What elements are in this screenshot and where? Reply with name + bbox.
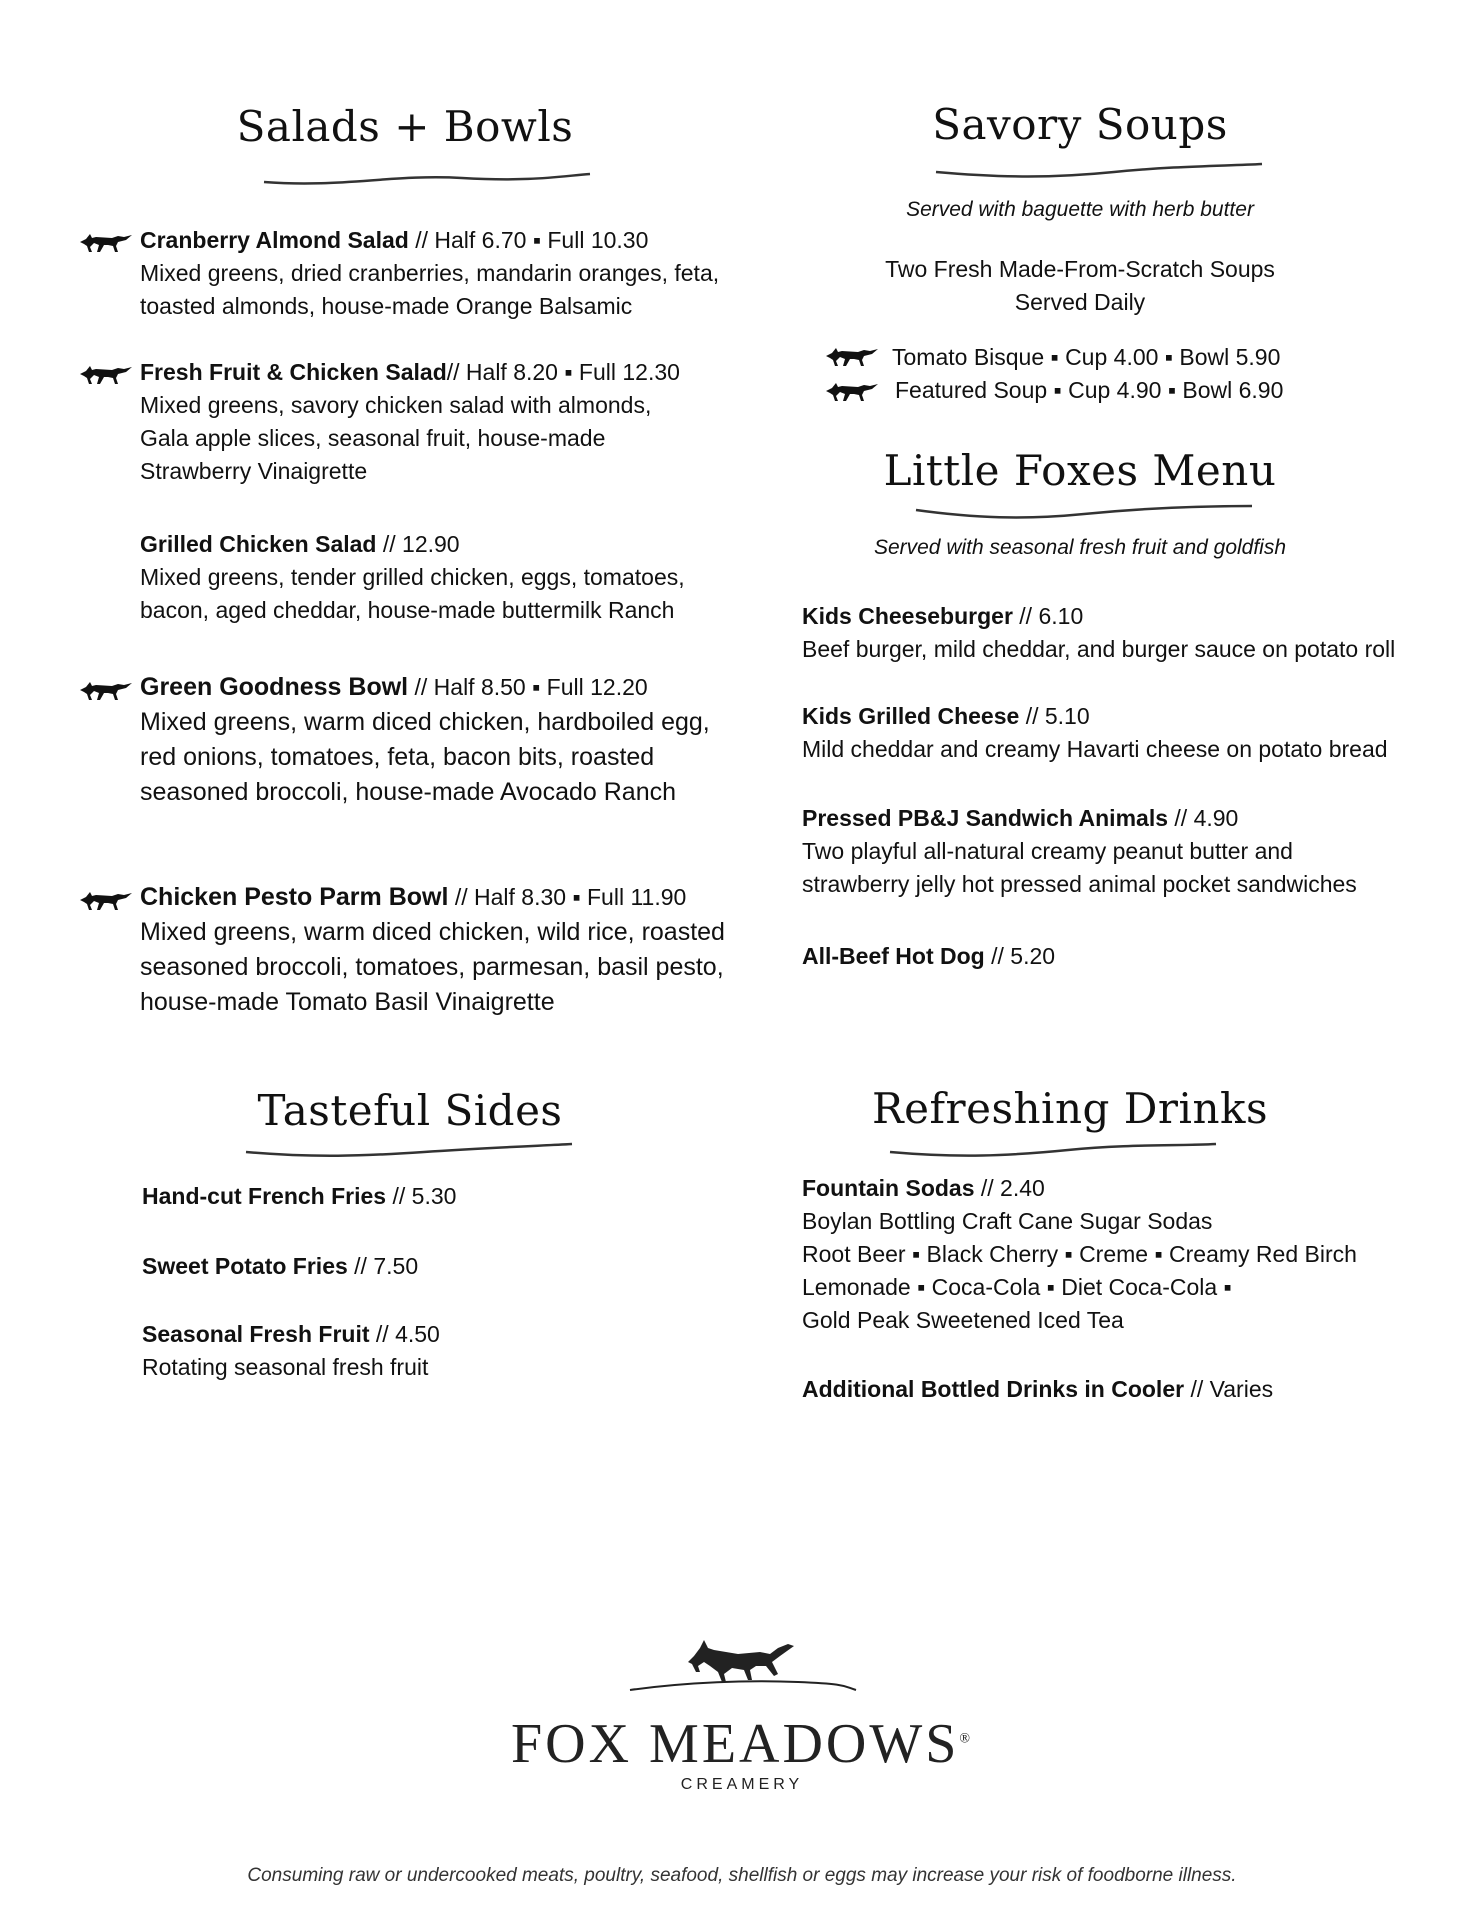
item-name: Green Goodness Bowl	[140, 673, 409, 701]
menu-item	[140, 224, 740, 323]
item-description: Boylan Bottling Craft Cane Sugar Sodas	[802, 1208, 1213, 1234]
item-name: Seasonal Fresh Fruit	[142, 1321, 370, 1347]
kids-heading: Little Foxes Menu	[883, 446, 1277, 495]
item-description: Mixed greens, warm diced chicken, hardboiled egg, red onions, tomatoes, feta, bacon bits, roasted seasoned broccoli, house-made Avocado Ranch	[140, 708, 710, 806]
item-description: Mild cheddar and creamy Havarti cheese on potato bread	[802, 736, 1388, 762]
fox-icon	[824, 342, 880, 370]
item-name: Additional Bottled Drinks in Cooler	[802, 1376, 1185, 1402]
item-price: // 5.10	[1019, 703, 1090, 729]
item-description: Two playful all-natural creamy peanut butter and strawberry jelly hot pressed animal pocket sandwiches	[802, 838, 1357, 897]
item-price: // Half 6.70 ▪ Full 10.30	[408, 227, 649, 253]
brand-subtitle: CREAMERY	[680, 1776, 804, 1793]
item-description: Gold Peak Sweetened Iced Tea	[802, 1307, 1124, 1333]
sides-swoosh	[244, 1140, 574, 1160]
item-name: Pressed PB&J Sandwich Animals	[802, 805, 1169, 831]
fox-icon	[78, 228, 134, 256]
registered-mark: ®	[959, 1731, 973, 1747]
soups-swoosh	[934, 160, 1264, 182]
item-price: // 5.20	[984, 943, 1056, 969]
item-name: All-Beef Hot Dog	[802, 943, 985, 969]
item-name: Kids Grilled Cheese	[802, 703, 1020, 729]
soups-heading: Savory Soups	[932, 100, 1228, 149]
menu-item	[802, 802, 1422, 901]
brand-name	[442, 1712, 1042, 1776]
item-description: Mixed greens, savory chicken salad with almonds, Gala apple slices, seasonal fruit, house-made Strawberry Vinaigrette	[140, 392, 652, 484]
item-price: // 4.50	[369, 1321, 440, 1347]
food-safety-disclaimer: Consuming raw or undercooked meats, poultry, seafood, shellfish or eggs may increase your risk of foodborne illness.	[247, 1865, 1237, 1886]
item-name: Chicken Pesto Parm Bowl	[140, 883, 449, 911]
item-price: // 12.90	[376, 531, 460, 557]
fox-icon	[78, 360, 134, 388]
menu-item	[802, 1373, 1462, 1406]
item-price: // 4.90	[1168, 805, 1239, 831]
menu-item	[802, 600, 1472, 666]
item-price: // Half 8.50 ▪ Full 12.20	[408, 674, 648, 700]
item-price: // 6.10	[1012, 603, 1084, 629]
item-description: Mixed greens, warm diced chicken, wild rice, roasted seasoned broccoli, tomatoes, parmesan, basil pesto, house-made Tomato Basil Vinaigrette	[140, 918, 725, 1016]
item-name: Kids Cheeseburger	[802, 603, 1013, 629]
item-price: // Half 8.20 ▪ Full 12.30	[446, 359, 680, 385]
fox-icon	[824, 377, 880, 405]
item-price: // 2.40	[974, 1175, 1045, 1201]
menu-item	[142, 1318, 702, 1384]
menu-item	[140, 528, 740, 627]
salads-swoosh	[262, 168, 592, 188]
menu-item	[802, 940, 1422, 973]
menu-item	[140, 880, 740, 1020]
item-description: Beef burger, mild cheddar, and burger sauce on potato roll	[802, 636, 1396, 662]
soups-intro-line-2: Served Daily	[1014, 289, 1146, 315]
fox-icon	[78, 886, 134, 914]
fox-icon	[78, 676, 134, 704]
item-name: Cranberry Almond Salad	[140, 227, 409, 253]
brand-name-text: FOX MEADOWS	[511, 1713, 960, 1775]
salads-heading: Salads + Bowls	[236, 102, 574, 151]
menu-item	[802, 1172, 1462, 1337]
kids-swoosh	[914, 500, 1254, 522]
kids-note: Served with seasonal fresh fruit and goldfish	[873, 536, 1287, 559]
item-price: // 5.30	[386, 1183, 457, 1209]
sides-heading: Tasteful Sides	[257, 1086, 563, 1135]
drinks-heading: Refreshing Drinks	[871, 1084, 1268, 1133]
item-name: Hand-cut French Fries	[142, 1183, 387, 1209]
item-price: // Half 8.30 ▪ Full 11.90	[448, 884, 687, 910]
drinks-swoosh	[888, 1138, 1218, 1160]
item-name: Fresh Fruit & Chicken Salad	[140, 359, 447, 385]
brand-fox-logo	[628, 1636, 858, 1696]
menu-item	[802, 700, 1472, 766]
item-description: Rotating seasonal fresh fruit	[142, 1354, 429, 1380]
item-price: // Varies	[1184, 1376, 1274, 1402]
soup-item: Featured Soup ▪ Cup 4.90 ▪ Bowl 6.90	[895, 377, 1284, 403]
item-description: Root Beer ▪ Black Cherry ▪ Creme ▪ Creamy Red Birch	[802, 1241, 1357, 1267]
item-price: // 7.50	[347, 1253, 419, 1279]
menu-item	[140, 670, 740, 810]
item-name: Sweet Potato Fries	[142, 1253, 348, 1279]
item-description: Mixed greens, tender grilled chicken, eggs, tomatoes, bacon, aged cheddar, house-made buttermilk Ranch	[140, 564, 685, 623]
item-description: Lemonade ▪ Coca-Cola ▪ Diet Coca-Cola ▪	[802, 1274, 1232, 1300]
menu-item	[142, 1180, 702, 1213]
item-name: Grilled Chicken Salad	[140, 531, 377, 557]
menu-item	[142, 1250, 702, 1283]
soups-note: Served with baguette with herb butter	[906, 198, 1254, 221]
item-name: Fountain Sodas	[802, 1175, 975, 1201]
menu-item	[140, 356, 740, 488]
soup-item: Tomato Bisque ▪ Cup 4.00 ▪ Bowl 5.90	[892, 344, 1281, 370]
soups-intro-line-1: Two Fresh Made-From-Scratch Soups	[885, 256, 1275, 282]
item-description: Mixed greens, dried cranberries, mandarin oranges, feta, toasted almonds, house-made Orange Balsamic	[140, 260, 720, 319]
brand-logo	[442, 1712, 1042, 1794]
